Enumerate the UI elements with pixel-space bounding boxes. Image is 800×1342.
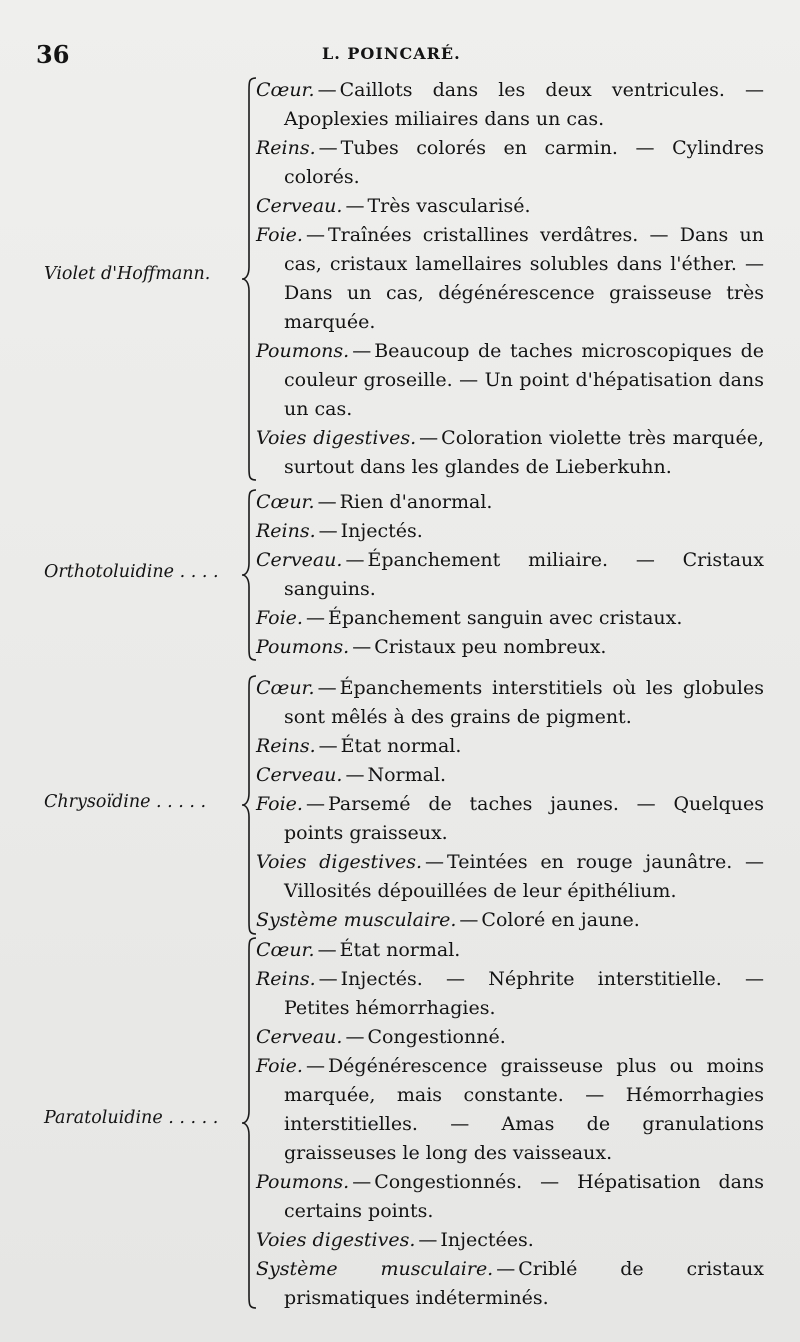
- finding-text: Teintées en rouge jaunâtre. — Villosités dépouillées de leur épithélium.: [284, 851, 764, 902]
- dye-name: Orthotoluidine . . . .: [44, 562, 219, 582]
- finding-text: Cristaux peu nombreux.: [374, 636, 607, 658]
- finding-text: Injectés. — Néphrite interstitielle. — Petites hémorrhagies.: [284, 968, 764, 1019]
- finding-row: Poumons. — Beaucoup de taches microscopiques de couleur groseille. — Un point d'hépatisation dans un cas.: [256, 340, 764, 420]
- finding-row: Système musculaire. — Coloré en jaune.: [256, 909, 640, 931]
- organ-label: Cerveau.: [256, 1026, 343, 1048]
- finding-text: Traînées cristallines verdâtres. — Dans un cas, cristaux lamellaires solubles dans l'éther. — Dans un cas, dégénérescence graisseuse très marquée.: [284, 224, 764, 333]
- finding-row: Reins. — Injectés.: [256, 520, 423, 542]
- dye-entry: [0, 936, 800, 1310]
- organ-label: Reins.: [256, 520, 316, 542]
- organ-label: Reins.: [256, 735, 316, 757]
- finding-row: Voies digestives. — Injectées.: [256, 1229, 534, 1251]
- finding-text: Criblé de cristaux prismatiques indéterminés.: [284, 1258, 764, 1309]
- organ-label: Foie.: [256, 793, 303, 815]
- findings-list: [256, 488, 764, 662]
- organ-label: Poumons.: [256, 1171, 350, 1193]
- finding-row: Reins. — Injectés. — Néphrite interstitielle. — Petites hémorrhagies.: [256, 968, 764, 1019]
- finding-row: Poumons. — Congestionnés. — Hépatisation dans certains points.: [256, 1171, 764, 1222]
- organ-label: Poumons.: [256, 636, 350, 658]
- running-title: L. POINCARÉ.: [322, 44, 461, 63]
- finding-row: Voies digestives. — Teintées en rouge jaunâtre. — Villosités dépouillées de leur épithélium.: [256, 851, 764, 902]
- finding-row: Foie. — Traînées cristallines verdâtres. — Dans un cas, cristaux lamellaires solubles dans l'éther. — Dans un cas, dégénérescence graisseuse très marquée.: [256, 224, 764, 333]
- page-number: 36: [36, 40, 70, 69]
- finding-text: Congestionnés. — Hépatisation dans certains points.: [284, 1171, 764, 1222]
- finding-row: Reins. — État normal.: [256, 735, 462, 757]
- finding-row: Système musculaire. — Criblé de cristaux prismatiques indéterminés.: [256, 1258, 764, 1309]
- findings-list: [256, 76, 764, 482]
- dye-entry: [0, 674, 800, 936]
- finding-text: Parsemé de taches jaunes. — Quelques points graisseux.: [284, 793, 764, 844]
- organ-label: Système musculaire.: [256, 1258, 494, 1280]
- finding-row: Reins. — Tubes colorés en carmin. — Cylindres colorés.: [256, 137, 764, 188]
- finding-row: Cerveau. — Épanchement miliaire. — Cristaux sanguins.: [256, 549, 764, 600]
- organ-label: Cerveau.: [256, 195, 343, 217]
- page-header: [0, 34, 800, 74]
- dye-name: Violet d'Hoffmann.: [44, 264, 211, 284]
- organ-label: Reins.: [256, 968, 316, 990]
- finding-row: Cœur. — Caillots dans les deux ventricules. — Apoplexies miliaires dans un cas.: [256, 79, 764, 130]
- finding-row: Cerveau. — Congestionné.: [256, 1026, 506, 1048]
- finding-text: Normal.: [367, 764, 447, 786]
- finding-text: Injectés.: [340, 520, 423, 542]
- finding-text: Épanchements interstitiels où les globules sont mêlés à des grains de pigment.: [284, 677, 764, 728]
- finding-text: Injectées.: [440, 1229, 534, 1251]
- organ-label: Cœur.: [256, 79, 315, 101]
- organ-label: Voies digestives.: [256, 427, 417, 449]
- dye-name: Chrysoïdine . . . . .: [44, 792, 207, 812]
- organ-label: Voies digestives.: [256, 1229, 416, 1251]
- finding-row: Cœur. — Épanchements interstitiels où les globules sont mêlés à des grains de pigment.: [256, 677, 764, 728]
- finding-text: Beaucoup de taches microscopiques de couleur groseille. — Un point d'hépatisation dans un cas.: [284, 340, 764, 420]
- finding-row: Cerveau. — Normal.: [256, 764, 447, 786]
- finding-text: État normal.: [340, 735, 462, 757]
- finding-text: Épanchement miliaire. — Cristaux sanguins.: [284, 549, 764, 600]
- finding-text: État normal.: [339, 939, 461, 961]
- organ-label: Voies digestives.: [256, 851, 423, 873]
- finding-text: Congestionné.: [367, 1026, 506, 1048]
- finding-text: Tubes colorés en carmin. — Cylindres colorés.: [284, 137, 764, 188]
- organ-label: Cerveau.: [256, 764, 343, 786]
- finding-text: Rien d'anormal.: [339, 491, 493, 513]
- finding-row: Foie. — Dégénérescence graisseuse plus ou moins marquée, mais constante. — Hémorrhagies interstitielles. — Amas de granulations graisseuses le long des vaisseaux.: [256, 1055, 764, 1164]
- organ-label: Cœur.: [256, 939, 315, 961]
- findings-list: [256, 936, 764, 1313]
- finding-text: Dégénérescence graisseuse plus ou moins marquée, mais constante. — Hémorrhagies interstitielles. — Amas de granulations graisseuses le long des vaisseaux.: [284, 1055, 764, 1164]
- finding-text: Coloré en jaune.: [481, 909, 640, 931]
- organ-label: Cerveau.: [256, 549, 343, 571]
- finding-text: Caillots dans les deux ventricules. — Apoplexies miliaires dans un cas.: [284, 79, 764, 130]
- organ-label: Foie.: [256, 224, 303, 246]
- organ-label: Foie.: [256, 1055, 303, 1077]
- organ-label: Cœur.: [256, 491, 315, 513]
- finding-row: Cerveau. — Très vascularisé.: [256, 195, 531, 217]
- finding-text: Épanchement sanguin avec cristaux.: [327, 607, 683, 629]
- finding-text: Coloration violette très marquée, surtout dans les glandes de Lieberkuhn.: [284, 427, 765, 478]
- finding-row: Foie. — Épanchement sanguin avec cristaux.: [256, 607, 683, 629]
- dye-name: Paratoluidine . . . . .: [44, 1108, 219, 1128]
- finding-text: Très vascularisé.: [367, 195, 531, 217]
- finding-row: Cœur. — Rien d'anormal.: [256, 491, 493, 513]
- finding-row: Foie. — Parsemé de taches jaunes. — Quelques points graisseux.: [256, 793, 764, 844]
- finding-row: Cœur. — État normal.: [256, 939, 461, 961]
- organ-label: Cœur.: [256, 677, 315, 699]
- organ-label: Reins.: [256, 137, 316, 159]
- dye-entry: [0, 488, 800, 662]
- findings-list: [256, 674, 764, 935]
- finding-row: Poumons. — Cristaux peu nombreux.: [256, 636, 607, 658]
- finding-row: Voies digestives. — Coloration violette très marquée, surtout dans les glandes de Lieberkuhn.: [256, 427, 765, 478]
- organ-label: Système musculaire.: [256, 909, 457, 931]
- organ-label: Foie.: [256, 607, 303, 629]
- organ-label: Poumons.: [256, 340, 350, 362]
- dye-entry: [0, 76, 800, 482]
